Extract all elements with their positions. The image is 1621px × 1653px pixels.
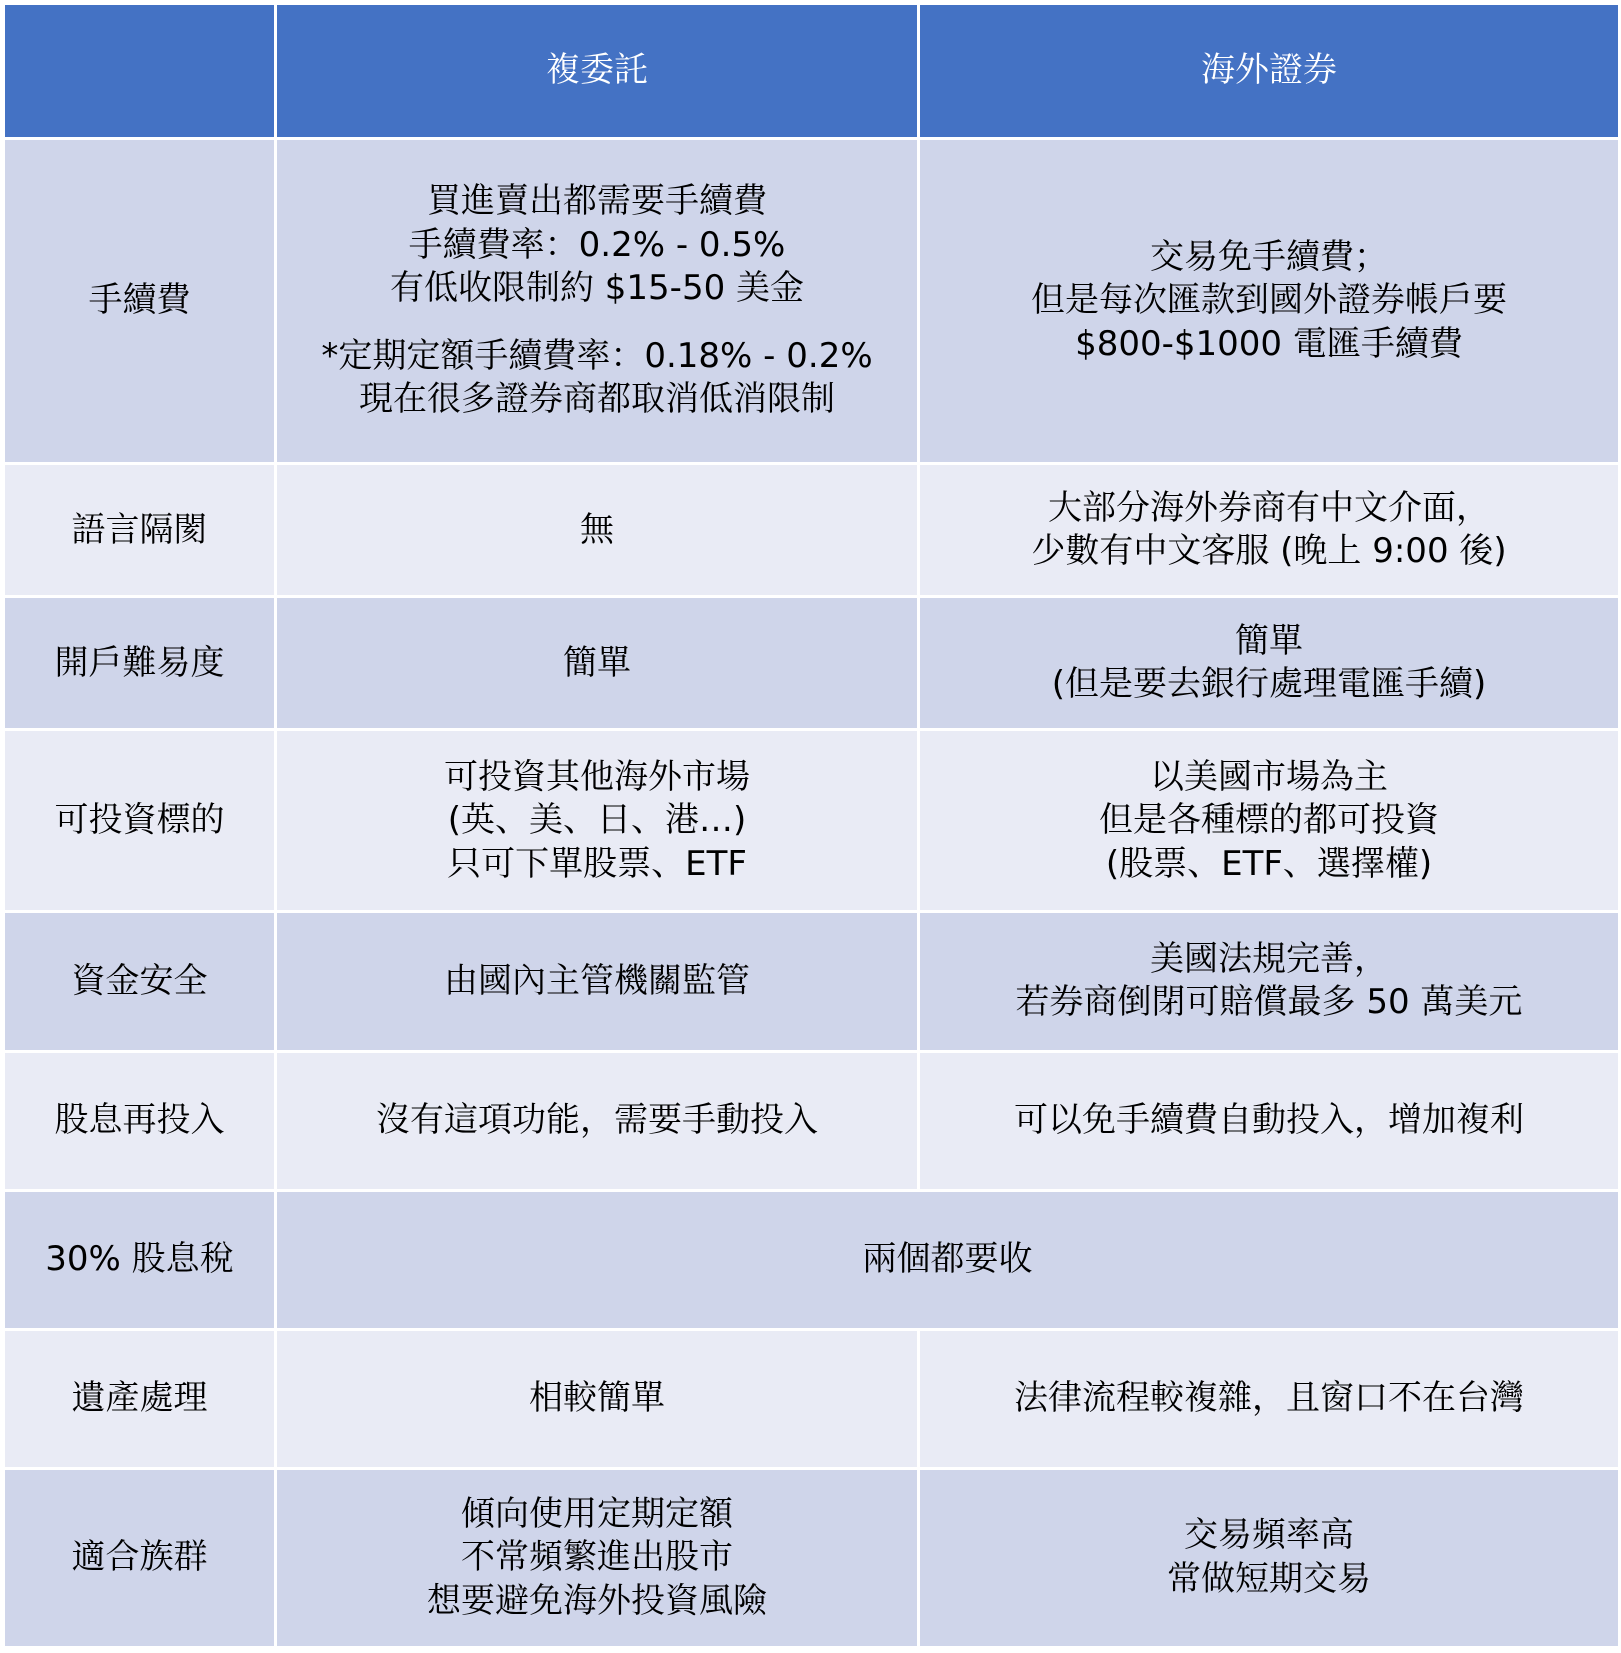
cell-line: 簡單 [563,642,631,683]
comparison-table [2,2,1621,1649]
cell-line: 兩個都要收 [862,1238,1033,1279]
cell-overseas-broker [919,139,1620,464]
cell-line: 可以免手續費自動投入，增加複利 [1014,1099,1524,1140]
cell-line: 買進賣出都需要手續費 [427,181,767,222]
cell-sub-brokerage [276,464,919,597]
row-label: 開戶難易度 [4,597,276,730]
cell-line: 可投資其他海外市場 [444,756,750,797]
cell-overseas-broker [919,730,1620,912]
cell-line: 相較簡單 [529,1378,665,1419]
header-col-sub-brokerage: 複委託 [276,4,919,139]
table-row-investable-assets [4,730,1620,912]
cell-line: 常做短期交易 [1167,1558,1371,1599]
row-label: 可投資標的 [4,730,276,912]
cell-sub-brokerage [276,730,919,912]
cell-line: 手續費率：0.2% - 0.5% [408,224,786,265]
table-row-dividend-tax [4,1190,1620,1329]
cell-sub-brokerage [276,1468,919,1647]
cell-line: 由國內主管機關監管 [444,960,750,1001]
cell-line: 法律流程較複雜，且窗口不在台灣 [1014,1378,1524,1419]
table-row-account-opening [4,597,1620,730]
cell-merged [276,1190,1620,1329]
cell-overseas-broker [919,464,1620,597]
header-col-overseas-broker: 海外證券 [919,4,1620,139]
row-label: 30% 股息稅 [4,1190,276,1329]
table-row-fund-safety [4,912,1620,1051]
cell-overseas-broker [919,1468,1620,1647]
cell-overseas-broker [919,912,1620,1051]
cell-line: (英、美、日、港…) [447,800,747,841]
header-row [4,4,1620,139]
cell-line: *定期定額手續費率：0.18% - 0.2% [321,335,873,376]
table-row-language [4,464,1620,597]
cell-line: 美國法規完善， [1150,938,1388,979]
row-label: 股息再投入 [4,1051,276,1190]
cell-line: 不常頻繁進出股市 [461,1537,733,1578]
cell-line: 交易頻率高 [1184,1515,1354,1556]
cell-line: 但是各種標的都可投資 [1099,800,1439,841]
header-corner [4,4,276,139]
cell-line: 想要避免海外投資風險 [427,1580,767,1621]
cell-line: 大部分海外券商有中文介面， [1048,487,1490,528]
cell-blank-line [283,311,911,335]
cell-line: 若券商倒閉可賠償最多 50 萬美元 [1015,982,1523,1023]
cell-line: 現在很多證券商都取消低消限制 [359,379,835,420]
row-label: 遺產處理 [4,1329,276,1468]
row-label: 適合族群 [4,1468,276,1647]
table-row-fees [4,139,1620,464]
cell-line: 以美國市場為主 [1150,756,1388,797]
row-label: 語言隔閡 [4,464,276,597]
cell-overseas-broker [919,1329,1620,1468]
cell-line: $800-$1000 電匯手續費 [1075,323,1463,364]
cell-sub-brokerage [276,139,919,464]
cell-sub-brokerage [276,1329,919,1468]
cell-sub-brokerage [276,912,919,1051]
cell-line: 但是每次匯款到國外證券帳戶要 [1031,280,1507,321]
cell-line: 只可下單股票、ETF [447,843,747,884]
cell-overseas-broker [919,1051,1620,1190]
cell-line: 交易免手續費； [1150,236,1388,277]
cell-sub-brokerage [276,1051,919,1190]
row-label: 資金安全 [4,912,276,1051]
cell-sub-brokerage [276,597,919,730]
cell-line: 沒有這項功能，需要手動投入 [376,1099,818,1140]
cell-line: (股票、ETF、選擇權) [1105,843,1433,884]
cell-line: 簡單 [1235,620,1303,661]
cell-line: 傾向使用定期定額 [461,1493,733,1534]
table-row-estate [4,1329,1620,1468]
cell-line: 無 [580,509,614,550]
cell-line: 有低收限制約 $15-50 美金 [389,268,805,309]
row-label: 手續費 [4,139,276,464]
cell-line: 少數有中文客服 (晚上 9:00 後) [1031,531,1507,572]
cell-line: (但是要去銀行處理電匯手續) [1051,664,1487,705]
table-row-dividend-reinvest [4,1051,1620,1190]
table-row-target-audience [4,1468,1620,1647]
cell-overseas-broker [919,597,1620,730]
